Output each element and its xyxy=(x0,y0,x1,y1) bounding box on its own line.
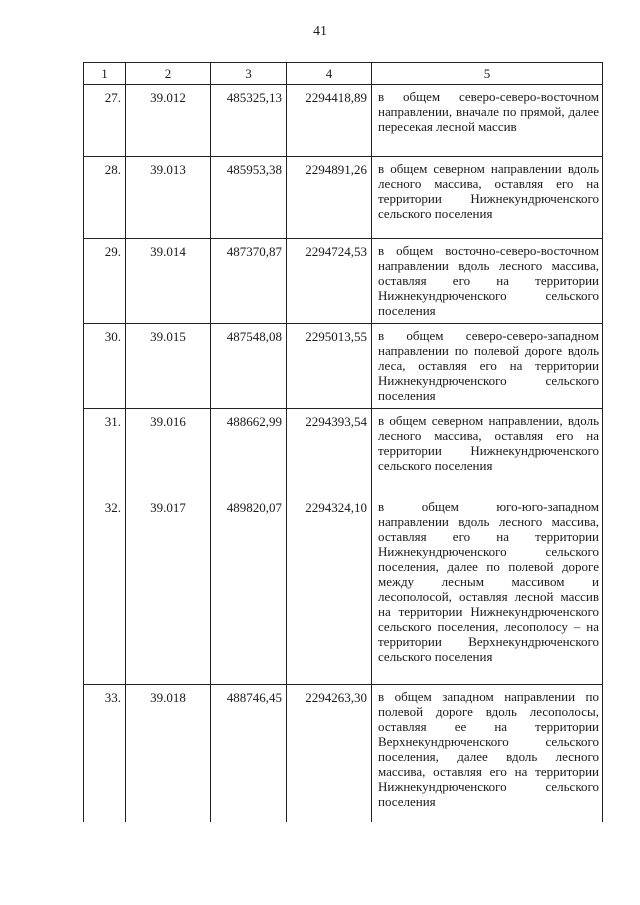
column-header-4: 4 xyxy=(287,63,372,85)
boundary-table xyxy=(83,62,603,822)
column-header-1: 1 xyxy=(84,63,126,85)
page-number: 41 xyxy=(313,24,327,39)
row-number: 33. xyxy=(84,685,126,823)
point-id: 39.017 xyxy=(126,495,211,685)
table-row xyxy=(84,157,603,239)
coordinate-y: 2294263,30 xyxy=(287,685,372,823)
coordinate-x: 487548,08 xyxy=(211,324,287,409)
coordinate-x: 485953,38 xyxy=(211,157,287,239)
row-number: 31. xyxy=(84,409,126,496)
table-row xyxy=(84,495,603,685)
table-row xyxy=(84,409,603,496)
column-header-3: 3 xyxy=(211,63,287,85)
table-row xyxy=(84,85,603,157)
coordinate-x: 485325,13 xyxy=(211,85,287,157)
coordinate-y: 2294324,10 xyxy=(287,495,372,685)
coordinate-x: 489820,07 xyxy=(211,495,287,685)
boundary-description: в общем восточно-северо-восточном направлении вдоль лесного массива, оставляя его на территории Нижнекундрюченского сельского поселения xyxy=(372,239,603,324)
coordinate-x: 487370,87 xyxy=(211,239,287,324)
coordinate-x: 488662,99 xyxy=(211,409,287,496)
row-number: 29. xyxy=(84,239,126,324)
point-id: 39.016 xyxy=(126,409,211,496)
point-id: 39.015 xyxy=(126,324,211,409)
point-id: 39.012 xyxy=(126,85,211,157)
boundary-description: в общем юго-юго-западном направлении вдоль лесного массива, оставляя его на территории Нижнекундрюченского сельского поселения, далее по полевой дороге между лесным массивом и лесополосой, оставляя лесной массив на территории Нижнекундрюченского сельского поселения, лесополосу – на территории Верхнекундрюченского сельского поселения xyxy=(372,495,603,685)
coordinate-y: 2294724,53 xyxy=(287,239,372,324)
boundary-description: в общем северном направлении вдоль лесного массива, оставляя его на территории Нижнекундрюченского сельского поселения xyxy=(372,157,603,239)
boundary-description: в общем северо-северо-западном направлении по полевой дороге вдоль леса, оставляя его на территории Нижнекундрюченского сельского поселения xyxy=(372,324,603,409)
coordinate-y: 2294393,54 xyxy=(287,409,372,496)
point-id: 39.013 xyxy=(126,157,211,239)
point-id: 39.018 xyxy=(126,685,211,823)
boundary-description: в общем западном направлении по полевой дороге вдоль лесополосы, оставляя ее на территории Верхнекундрюченского сельского поселения, далее вдоль лесного массива, оставляя его на территории Нижнекундрюченского сельского поселения xyxy=(372,685,603,823)
coordinate-y: 2294418,89 xyxy=(287,85,372,157)
row-number: 27. xyxy=(84,85,126,157)
row-number: 28. xyxy=(84,157,126,239)
coordinate-x: 488746,45 xyxy=(211,685,287,823)
point-id: 39.014 xyxy=(126,239,211,324)
column-header-2: 2 xyxy=(126,63,211,85)
table-row xyxy=(84,324,603,409)
coordinate-y: 2294891,26 xyxy=(287,157,372,239)
boundary-description: в общем северо-северо-восточном направлении, вначале по прямой, далее пересекая лесной массив xyxy=(372,85,603,157)
boundary-description: в общем северном направлении, вдоль лесного массива, оставляя его на территории Нижнекундрюченского сельского поселения xyxy=(372,409,603,496)
table-header-row xyxy=(84,63,603,85)
table-row xyxy=(84,239,603,324)
column-header-5: 5 xyxy=(372,63,603,85)
coordinate-y: 2295013,55 xyxy=(287,324,372,409)
row-number: 32. xyxy=(84,495,126,685)
table-row xyxy=(84,685,603,823)
row-number: 30. xyxy=(84,324,126,409)
